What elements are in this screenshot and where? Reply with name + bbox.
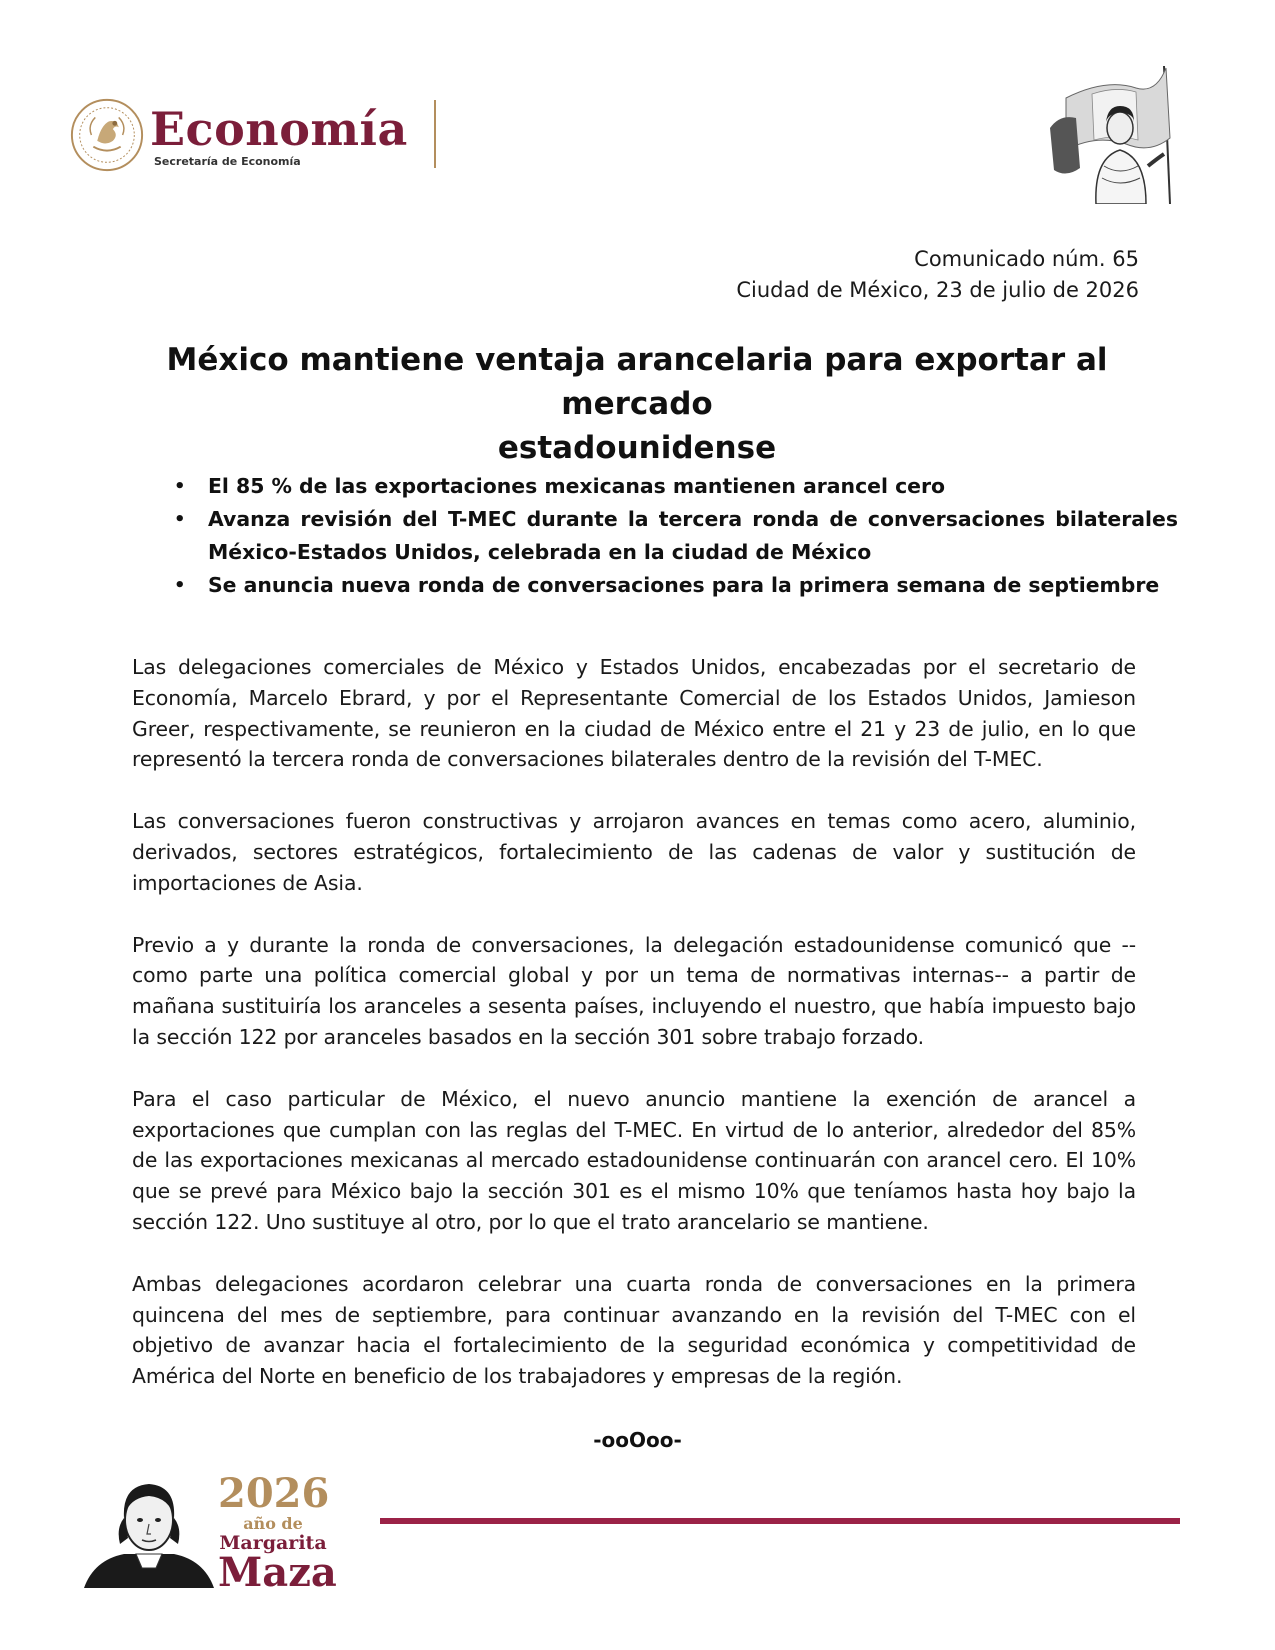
- economia-logo: [68, 96, 408, 174]
- footer-maza: Maza: [218, 1549, 337, 1596]
- body-paragraph: Para el caso particular de México, el nuevo anuncio mantiene la exención de arancel a exportaciones que cumplan con las reglas del T-MEC. En virtud de lo anterior, alrededor del 85% de las exportaciones mexicanas al mercado estadounidense continuarán con arancel cero. El 10% que se prevé para México bajo la sección 301 es el mismo 10% que teníamos hasta hoy bajo la sección 122. Uno sustituye al otro, por lo que el trato arancelario se mantiene.: [132, 1086, 1136, 1234]
- footer-year: 2026: [218, 1470, 330, 1517]
- highlight-item: [174, 569, 1178, 602]
- highlight-text: El 85 % de las exportaciones mexicanas mantienen arancel cero: [208, 474, 946, 498]
- header-divider: [434, 100, 436, 168]
- body-paragraph: Previo a y durante la ronda de conversaciones, la delegación estadounidense comunicó que --como parte una política comercial global y por un tema de normativas internas-- a partir de mañana sustituiría los aranceles a sesenta países, incluyendo el nuestro, que había impuesto bajo la sección 122 por aranceles basados en la sección 301 sobre trabajo forzado.: [132, 932, 1136, 1049]
- bullet-icon: •: [174, 509, 186, 530]
- bullet-icon: •: [174, 575, 186, 596]
- footer-ano-de: año de: [243, 1514, 303, 1533]
- body-paragraph: Ambas delegaciones acordaron celebrar una cuarta ronda de conversaciones en la primera quincena del mes de septiembre, para continuar avanzando en la revisión del T-MEC con el objetivo de avanzar hacia el fortalecimiento de la seguridad económica y competitividad de América del Norte en beneficio de los trabajadores y empresas de la región.: [132, 1271, 1136, 1389]
- footer-divider: [380, 1518, 1180, 1524]
- footer-margarita: Margarita: [219, 1532, 327, 1554]
- margarita-maza-portrait-icon: [84, 1468, 214, 1588]
- bullet-icon: •: [174, 476, 186, 497]
- bulletin-meta: [736, 244, 1139, 306]
- closing-mark: -ooOoo-: [593, 1428, 682, 1452]
- place-date: Ciudad de México, 23 de julio de 2026: [736, 278, 1139, 302]
- title-line-2: estadounidense: [497, 430, 777, 466]
- highlight-item: [174, 503, 1178, 569]
- bulletin-number: Comunicado núm. 65: [914, 247, 1139, 271]
- title-line-1: México mantiene ventaja arancelaria para exportar al mercado: [166, 342, 1108, 422]
- highlight-text: Avanza revisión del T-MEC durante la tercera ronda de conversaciones bilaterales México-Estados Unidos, celebrada en la ciudad de México: [208, 507, 1178, 564]
- highlight-text: Se anuncia nueva ronda de conversaciones para la primera semana de septiembre: [208, 573, 1160, 597]
- brand-subtitle: Secretaría de Economía: [154, 154, 301, 168]
- highlights-list: [168, 470, 1178, 602]
- national-seal-icon: [68, 96, 146, 174]
- commemorative-year-logo: [218, 1470, 337, 1596]
- press-release-body: [132, 652, 1136, 1423]
- body-paragraph: Las delegaciones comerciales de México y Estados Unidos, encabezadas por el secretario de Economía, Marcelo Ebrard, y por el Representante Comercial de los Estados Unidos, Jamieson Greer, respectivamente, se reunieron en la ciudad de México entre el 21 y 23 de julio, en lo que representó la tercera ronda de conversaciones bilaterales dentro de la revisión del T-MEC.: [132, 655, 1136, 772]
- heroine-with-flag-icon: [1046, 58, 1192, 204]
- brand-name: Economía: [150, 101, 408, 156]
- body-paragraph: Las conversaciones fueron constructivas y arrojaron avances en temas como acero, aluminio, derivados, sectores estratégicos, fortalecimiento de las cadenas de valor y sustitución de importaciones de Asia.: [132, 809, 1136, 895]
- highlight-item: [174, 470, 1178, 503]
- page-title: [132, 338, 1142, 470]
